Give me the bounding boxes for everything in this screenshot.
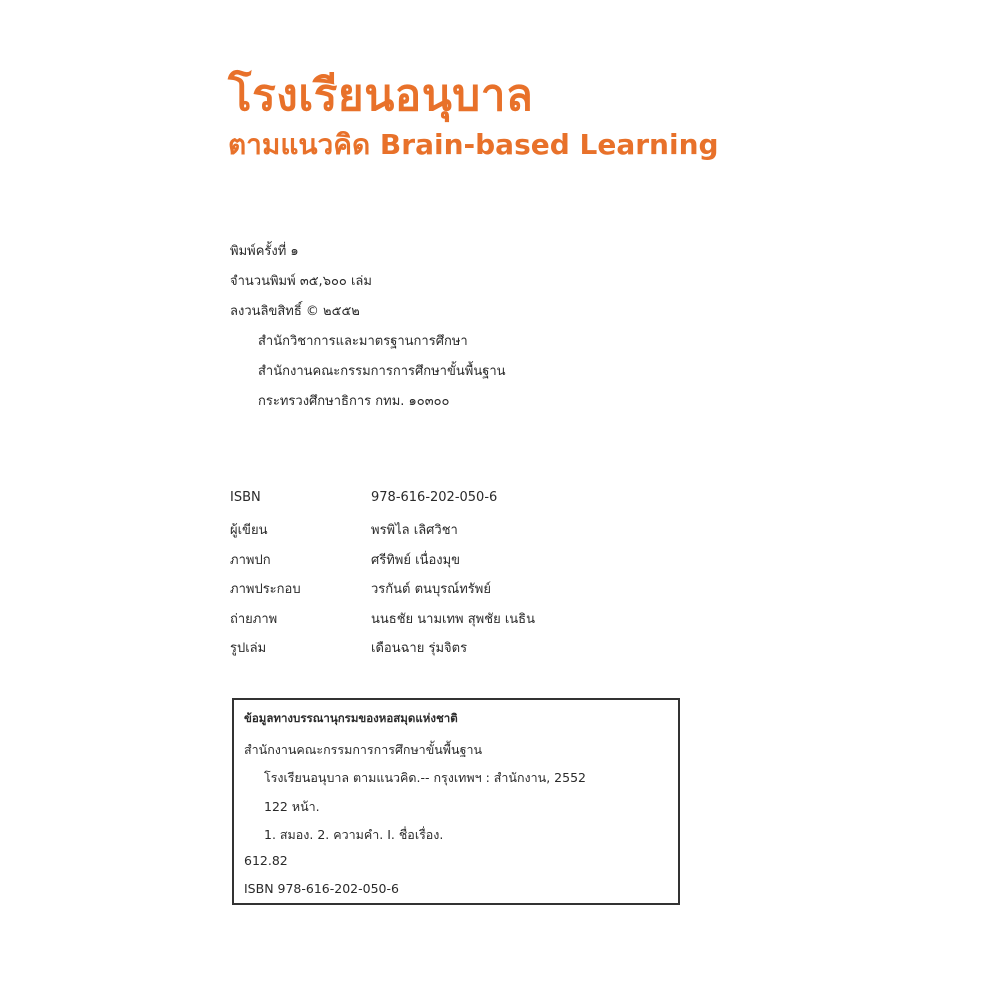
credit-label: ผู้เขียน [230,523,268,539]
publisher-line: สำนักงานคณะกรรมการการศึกษาขั้นพื้นฐาน [258,364,506,379]
catalog-heading: ข้อมูลทางบรรณานุกรมของหอสมุดแห่งชาติ [244,711,458,725]
book-title: โรงเรียนอนุบาล [228,70,534,121]
credit-row [230,490,710,519]
cataloging-box [232,698,680,905]
print-run-line: จำนวนพิมพ์ ๓๕,๖๐๐ เล่ม [230,274,372,289]
imprint-block [230,237,710,417]
credit-value: เดือนฉาย รุ่มจิตร [371,640,468,656]
credit-value: นนธชัย นามเทพ สุพชัย เนธิน [371,611,535,627]
credit-value: วรกันต์ ตนบุรณ์ทรัพย์ [371,582,491,598]
catalog-title-line: โรงเรียนอนุบาล ตามแนวคิด.-- กรุงเทพฯ : สำนักงาน, 2552 [264,770,586,786]
credit-row [230,637,710,666]
credit-label: รูปเล่ม [230,640,267,656]
credit-value: ศรีทิพย์ เนื่องมุข [371,552,461,568]
credits-list [230,490,710,666]
credit-row [230,549,710,578]
credit-value: พรพิไล เลิศวิชา [371,523,458,539]
catalog-isbn: ISBN 978-616-202-050-6 [244,881,399,897]
publisher-line: กระทรวงศึกษาธิการ กทม. ๑๐๓๐๐ [258,394,450,409]
publisher-line: สำนักวิชาการและมาตรฐานการศึกษา [258,334,468,349]
credit-label: ถ่ายภาพ [230,611,278,627]
catalog-agency: สำนักงานคณะกรรมการการศึกษาขั้นพื้นฐาน [244,742,483,757]
credit-label: ภาพปก [230,552,271,568]
credit-row [230,578,710,607]
catalog-subjects: 1. สมอง. 2. ความคำ. I. ชื่อเรื่อง. [264,826,444,842]
credit-row [230,608,710,637]
catalog-classification: 612.82 [244,853,288,869]
catalog-pages: 122 หน้า. [264,798,320,814]
copyright-line: ลงวนลิขสิทธิ์ © ๒๕๕๒ [230,304,360,319]
edition-line: พิมพ์ครั้งที่ ๑ [230,244,299,259]
credit-row [230,519,710,548]
credit-value: 978-616-202-050-6 [371,490,498,505]
credit-label: ภาพประกอบ [230,582,301,598]
book-subtitle: ตามแนวคิด Brain-based Learning [228,128,719,161]
credit-label: ISBN [230,490,261,505]
